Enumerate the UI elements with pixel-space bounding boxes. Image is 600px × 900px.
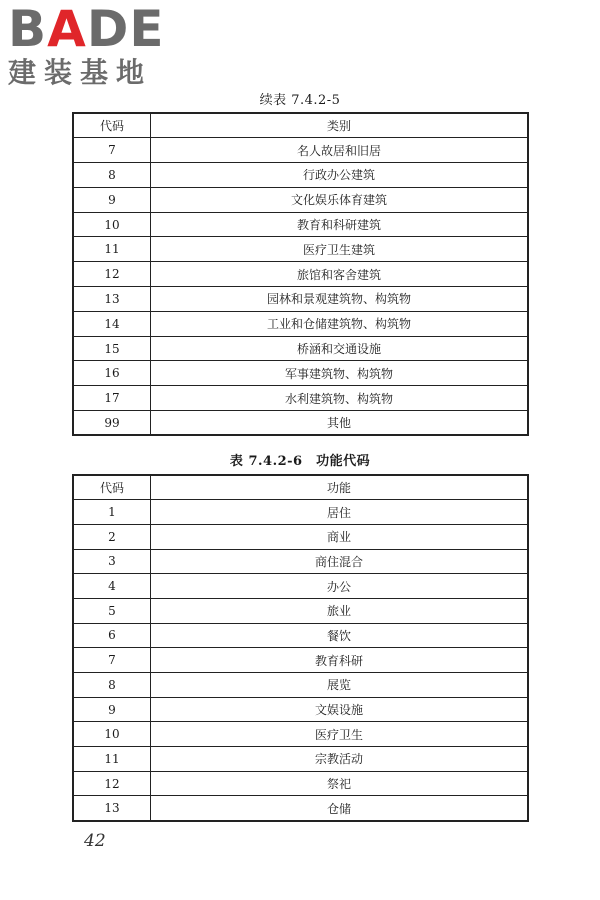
table-row [73, 287, 528, 312]
table-row [73, 212, 528, 237]
code-cell: 7 [73, 138, 151, 163]
table-row [73, 237, 528, 262]
description-cell: 行政办公建筑 [151, 163, 529, 188]
code-cell: 10 [73, 212, 151, 237]
description-cell: 文娱设施 [151, 697, 529, 722]
description-cell: 教育科研 [151, 648, 529, 673]
header-category: 类别 [151, 113, 529, 138]
code-cell: 12 [73, 262, 151, 287]
code-cell: 9 [73, 187, 151, 212]
table-row [73, 747, 528, 772]
code-cell: 17 [73, 386, 151, 411]
description-cell: 军事建筑物、构筑物 [151, 361, 529, 386]
header-code: 代码 [73, 475, 151, 500]
table-row [73, 500, 528, 525]
code-cell: 7 [73, 648, 151, 673]
description-cell: 旅业 [151, 598, 529, 623]
description-cell: 仓储 [151, 796, 529, 821]
table-row [73, 386, 528, 411]
table-row [73, 549, 528, 574]
code-cell: 12 [73, 771, 151, 796]
description-cell: 其他 [151, 411, 529, 436]
table-row [73, 796, 528, 821]
table-row [73, 163, 528, 188]
table-row [73, 361, 528, 386]
code-cell: 8 [73, 673, 151, 698]
code-cell: 1 [73, 500, 151, 525]
table-row [73, 574, 528, 599]
description-cell: 园林和景观建筑物、构筑物 [151, 287, 529, 312]
table-row [73, 722, 528, 747]
code-cell: 13 [73, 796, 151, 821]
code-cell: 4 [73, 574, 151, 599]
description-cell: 宗教活动 [151, 747, 529, 772]
table-row [73, 524, 528, 549]
description-cell: 商住混合 [151, 549, 529, 574]
table-row [73, 138, 528, 163]
code-cell: 10 [73, 722, 151, 747]
function-code-table [72, 474, 529, 822]
description-cell: 办公 [151, 574, 529, 599]
code-cell: 9 [73, 697, 151, 722]
table-row [73, 697, 528, 722]
logo-subtitle: 建装基地 [8, 56, 153, 89]
description-cell: 展览 [151, 673, 529, 698]
table-header-row [73, 475, 528, 500]
page-number: 42 [84, 831, 106, 851]
description-cell: 工业和仓储建筑物、构筑物 [151, 311, 529, 336]
description-cell: 水利建筑物、构筑物 [151, 386, 529, 411]
header-code: 代码 [73, 113, 151, 138]
description-cell: 医疗卫生 [151, 722, 529, 747]
table-row [73, 623, 528, 648]
table1-caption: 续表 7.4.2-5 [259, 93, 341, 108]
table2-caption: 表 7.4.2-6 功能代码 [229, 454, 371, 469]
bade-logo [8, 0, 178, 92]
code-cell: 11 [73, 747, 151, 772]
logo-wordmark [8, 0, 178, 58]
description-cell: 文化娱乐体育建筑 [151, 187, 529, 212]
table-row [73, 187, 528, 212]
code-cell: 8 [73, 163, 151, 188]
code-cell: 14 [73, 311, 151, 336]
category-code-table [72, 112, 529, 436]
code-cell: 99 [73, 411, 151, 436]
table-row [73, 262, 528, 287]
description-cell: 名人故居和旧居 [151, 138, 529, 163]
code-cell: 5 [73, 598, 151, 623]
table-row [73, 648, 528, 673]
table-row [73, 673, 528, 698]
code-cell: 11 [73, 237, 151, 262]
table-row [73, 771, 528, 796]
table-row [73, 598, 528, 623]
table-header-row [73, 113, 528, 138]
code-cell: 6 [73, 623, 151, 648]
description-cell: 医疗卫生建筑 [151, 237, 529, 262]
logo-brand-text: BADE [8, 0, 165, 58]
header-function: 功能 [151, 475, 529, 500]
table-row [73, 411, 528, 436]
description-cell: 祭祀 [151, 771, 529, 796]
table-row [73, 336, 528, 361]
table-row [73, 311, 528, 336]
description-cell: 旅馆和客舍建筑 [151, 262, 529, 287]
description-cell: 居住 [151, 500, 529, 525]
code-cell: 16 [73, 361, 151, 386]
description-cell: 桥涵和交通设施 [151, 336, 529, 361]
code-cell: 2 [73, 524, 151, 549]
description-cell: 商业 [151, 524, 529, 549]
code-cell: 3 [73, 549, 151, 574]
description-cell: 餐饮 [151, 623, 529, 648]
code-cell: 13 [73, 287, 151, 312]
code-cell: 15 [73, 336, 151, 361]
description-cell: 教育和科研建筑 [151, 212, 529, 237]
